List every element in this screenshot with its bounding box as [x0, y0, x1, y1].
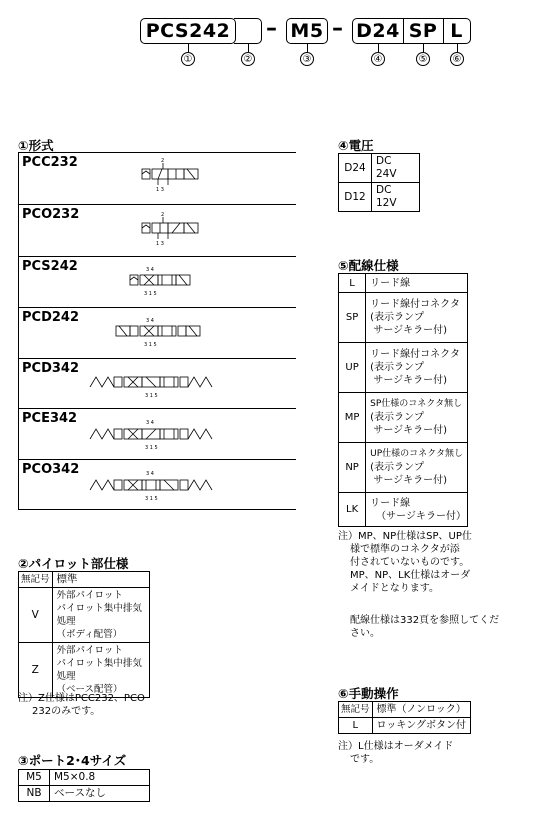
wiring-line: サージキラー付) [373, 325, 448, 336]
position-number: ① [181, 52, 195, 66]
section-title-port: ③ポート2･4サイズ [18, 753, 127, 768]
port-label: 3 4 [146, 267, 154, 273]
pilot-line: （ベース配管） [56, 684, 123, 695]
note-line: 232のみです。 [32, 706, 101, 717]
code-segment-pilot [234, 18, 262, 44]
valve-symbol-icon [18, 257, 296, 308]
pilot-desc [52, 643, 149, 698]
wiring-desc [366, 393, 468, 443]
position-number: ② [241, 52, 255, 66]
note-line: 配線仕様は332頁を参照してくだ [350, 615, 500, 626]
port-label: 3 4 [146, 318, 154, 324]
port-label: 1 3 [156, 241, 164, 247]
section-title-wiring: ⑤配線仕様 [338, 258, 399, 273]
wiring-code: UP [339, 343, 366, 393]
model-row [18, 358, 296, 408]
voltage-desc: DC 24V [372, 154, 420, 183]
section-title-model: ①形式 [18, 138, 54, 153]
voltage-code: D12 [339, 183, 372, 212]
pilot-line: （ボディ配管） [56, 629, 123, 640]
wiring-line: (表示ランプ [370, 312, 425, 323]
position-number: ③ [300, 52, 314, 66]
code-segment-wiring: SP [403, 18, 444, 44]
port-desc: ベースなし [50, 786, 150, 802]
wiring-desc [366, 443, 468, 493]
pilot-code: Z [19, 643, 53, 698]
port-label: 3 4 [146, 471, 154, 477]
note-line: 様で標準のコネクタが添 [350, 544, 460, 555]
pilot-code: V [19, 588, 53, 643]
model-row [18, 307, 296, 358]
port-code: M5 [19, 770, 50, 786]
pilot-desc: 標準 [52, 572, 149, 588]
manual-desc: 標準（ノンロック） [372, 702, 471, 718]
wiring-line: サージキラー付) [373, 375, 448, 386]
wiring-line: リード線付コネクタ [370, 349, 460, 360]
manual-desc: ロッキングボタン付 [372, 718, 471, 734]
pilot-line: パイロット集中排気処理 [56, 603, 142, 627]
manual-code: 無記号 [339, 702, 373, 718]
pilot-code: 無記号 [19, 572, 53, 588]
port-label: 2 [161, 158, 165, 164]
voltage-code: D24 [339, 154, 372, 183]
code-dash: – [266, 16, 277, 41]
section-title-manual: ⑥手動操作 [338, 686, 399, 701]
model-row [18, 152, 296, 204]
wiring-code: NP [339, 443, 366, 493]
valve-symbol-icon [18, 409, 296, 460]
manual-note [338, 740, 453, 766]
code-segment-port: M5 [286, 18, 328, 44]
port-label: 3 1 5 [145, 496, 158, 502]
note-line: メイドとなります。 [350, 583, 439, 594]
wiring-line: サージキラー付) [373, 475, 448, 486]
valve-symbol-icon [18, 153, 296, 205]
port-code: NB [19, 786, 50, 802]
model-name: PCE342 [22, 411, 78, 426]
wiring-line: （サージキラー付） [376, 510, 466, 522]
manual-table [338, 701, 471, 734]
port-label: 2 [161, 212, 165, 218]
wiring-line: (表示ランプ [370, 462, 425, 473]
wiring-desc [366, 293, 468, 343]
model-name: PCD242 [22, 310, 79, 325]
model-name: PCD342 [22, 361, 79, 376]
wiring-line: (表示ランプ [370, 412, 425, 423]
model-name: PCC232 [22, 155, 78, 170]
note-line: 注）L仕様はオーダメイド [338, 741, 454, 752]
code-dash: – [332, 16, 343, 41]
code-segment-manual: L [443, 18, 471, 44]
wiring-line: SP仕様のコネクタ無し [370, 399, 463, 409]
wiring-line: UP仕様のコネクタ無し [370, 449, 463, 459]
pilot-line: 外部パイロット [56, 590, 123, 601]
port-label: 3 1 5 [145, 393, 158, 399]
note-line: 注）MP、NP仕様はSP、UP仕 [338, 531, 472, 542]
valve-symbol-icon [18, 359, 296, 409]
manual-code: L [339, 718, 373, 734]
wiring-desc: リード線 [366, 274, 468, 293]
pilot-line: パイロット集中排気処理 [56, 658, 142, 682]
position-number: ⑥ [450, 52, 464, 66]
wiring-reference-note [350, 614, 499, 640]
model-row [18, 204, 296, 256]
port-label: 1 3 [156, 187, 164, 193]
port-desc: M5×0.8 [50, 770, 150, 786]
code-segment-voltage: D24 [352, 18, 404, 44]
note-line: です。 [350, 754, 380, 765]
valve-symbol-icon [18, 308, 296, 359]
wiring-line: サージキラー付) [373, 425, 448, 436]
pilot-note [18, 692, 145, 718]
wiring-code: MP [339, 393, 366, 443]
model-name: PCO342 [22, 462, 80, 477]
code-segment-series: PCS242 [140, 18, 236, 44]
wiring-code: LK [339, 493, 366, 527]
port-label: 3 1 5 [144, 342, 157, 348]
note-line: さい。 [350, 628, 380, 639]
port-table [18, 769, 150, 802]
wiring-table [338, 273, 468, 527]
model-name: PCO232 [22, 207, 80, 222]
position-number: ⑤ [416, 52, 430, 66]
pilot-line: 外部パイロット [56, 645, 123, 656]
model-row [18, 459, 296, 510]
valve-symbol-icon [18, 205, 296, 257]
note-line: MP、NP、LK仕様はオーダ [350, 570, 471, 581]
port-label: 3 4 [146, 420, 154, 426]
section-title-voltage: ④電圧 [338, 138, 374, 153]
valve-symbol-icon [18, 460, 296, 511]
wiring-line: リード線 [370, 497, 411, 509]
wiring-line: (表示ランプ [370, 362, 425, 373]
model-row [18, 408, 296, 459]
voltage-table [338, 153, 420, 212]
wiring-desc [366, 343, 468, 393]
wiring-desc [366, 493, 468, 527]
note-line: 付されていないものです。 [350, 557, 470, 568]
wiring-code: SP [339, 293, 366, 343]
port-label: 3 1 5 [145, 445, 158, 451]
voltage-desc: DC 12V [372, 183, 420, 212]
wiring-code: L [339, 274, 366, 293]
model-row [18, 256, 296, 307]
section-title-pilot: ②パイロット部仕様 [18, 556, 129, 571]
pilot-table [18, 571, 150, 698]
wiring-line: リード線付コネクタ [370, 299, 460, 310]
wiring-note [338, 530, 472, 595]
pilot-desc [52, 588, 149, 643]
position-number: ④ [371, 52, 385, 66]
port-label: 3 1 5 [144, 291, 157, 297]
note-line: 注）Z仕様はPCC232、PCO [18, 693, 145, 704]
model-name: PCS242 [22, 259, 78, 274]
